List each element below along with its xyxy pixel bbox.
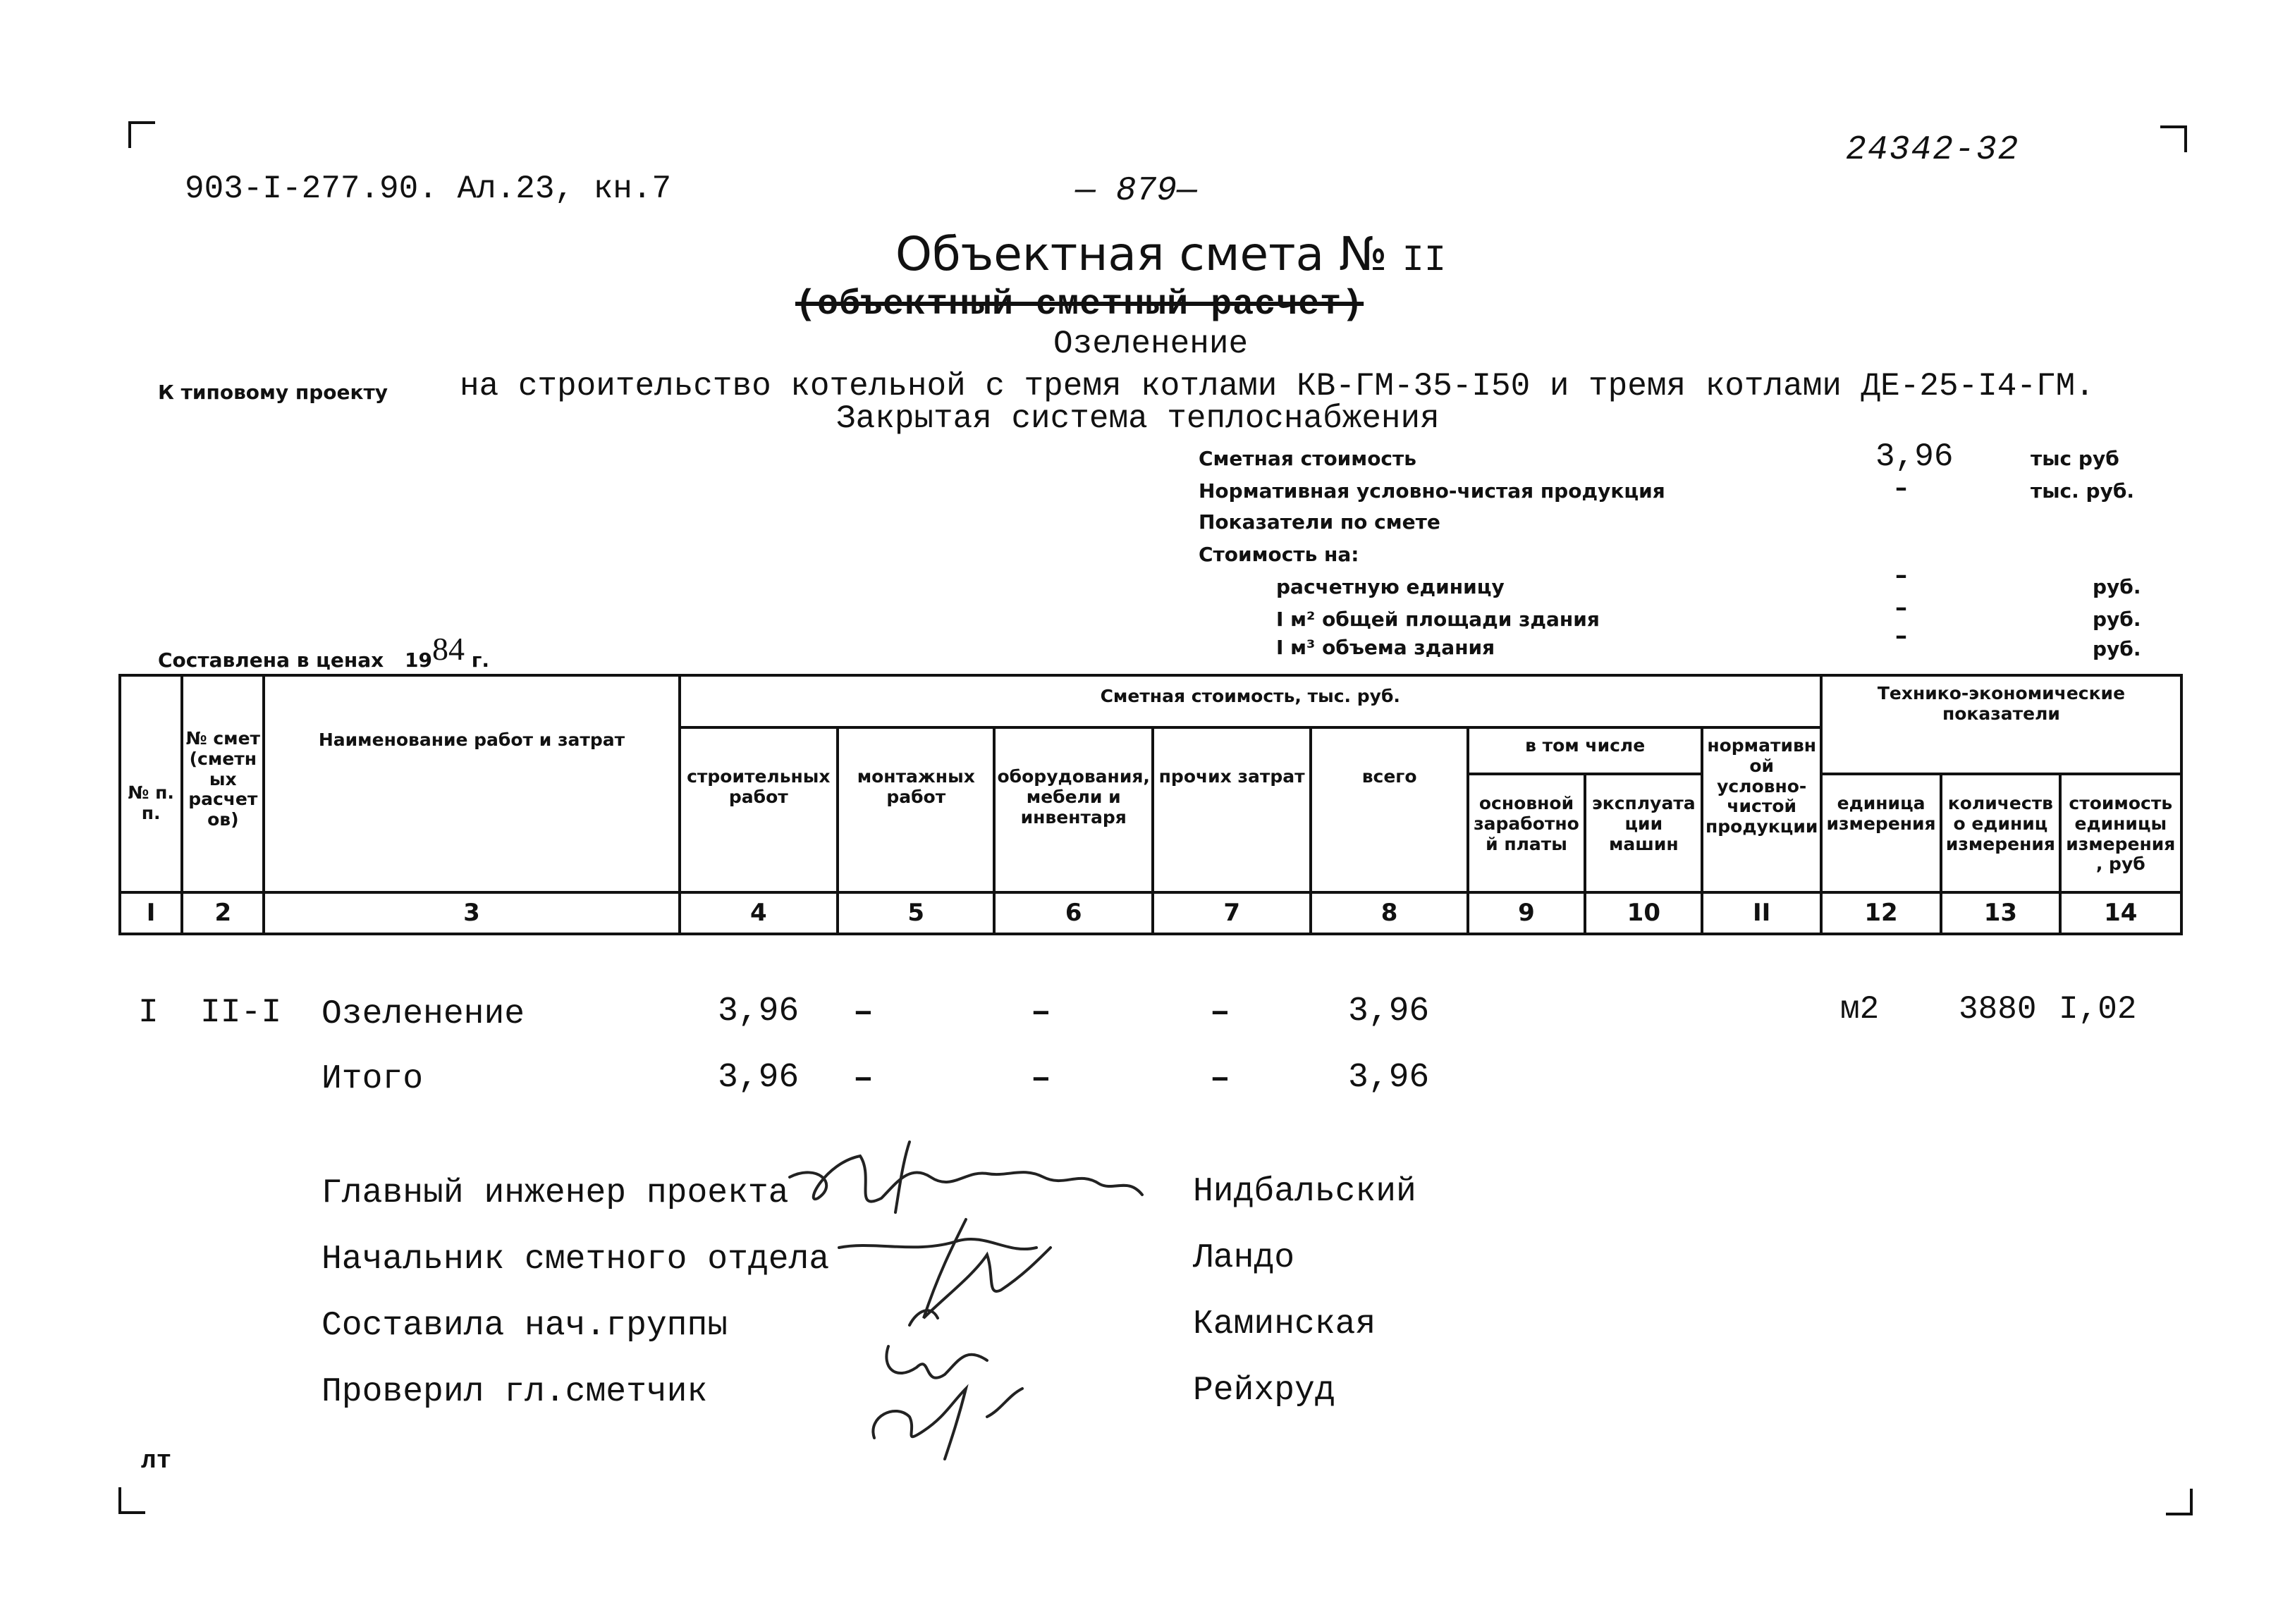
col-header-build: строительных работ (680, 727, 838, 892)
row-equip: – (1031, 994, 1051, 1032)
struck-subtitle: (объектный сметный расчет) (795, 285, 1364, 325)
document-code: 903-I-277.90. Ал.23, кн.7 (185, 171, 672, 207)
object-name: Озеленение (1053, 326, 1249, 362)
row-build: 3,96 (718, 992, 800, 1031)
summary-label-area: I м² общей площади здания (1276, 608, 1600, 631)
handwritten-signature (776, 1135, 1170, 1466)
corner-mark-top-right (2160, 125, 2187, 152)
col-header-smeta: № смет (сметных расчетов) (182, 675, 264, 892)
page-title (895, 227, 1446, 281)
group-header-cost: Сметная стоимость, тыс. руб. (680, 675, 1821, 727)
col-header-qty: количество единиц измерения (1941, 774, 2059, 892)
signature-name: Рейхруд (1193, 1372, 1335, 1410)
row-equip: – (1031, 1060, 1051, 1098)
col-header-unit-cost: стоимость единицы измерения, руб (2060, 774, 2181, 892)
estimate-table (118, 674, 2183, 935)
summary-label-indicators: Показатели по смете (1199, 510, 1440, 534)
summary-unit-volume: руб. (2093, 637, 2141, 660)
summary-label-volume: I м³ объема здания (1276, 636, 1495, 659)
col-header-equip: оборудования, мебели и инвентаря (994, 727, 1152, 892)
row-name: Озеленение (322, 995, 525, 1033)
row-mount: – (853, 994, 874, 1032)
corner-mark-bottom-right (2166, 1489, 2193, 1515)
col-header-name: Наименование работ и затрат (264, 675, 679, 892)
summary-unit-cost: тыс руб (2031, 447, 2119, 470)
row-total: 3,96 (1348, 992, 1430, 1031)
group-header-tech: Технико-экономические показатели (1821, 675, 2181, 774)
col-header-mount: монтажных работ (838, 727, 994, 892)
summary-value-unit: – (1895, 561, 1907, 589)
summary-label-unit: расчетную единицу (1276, 575, 1505, 598)
corner-mark-top-left (128, 121, 155, 148)
col-header-num: № п. п. (120, 675, 182, 892)
col-header-norm-production: нормативной условно-чистой продукции (1702, 727, 1820, 892)
summary-value-production: – (1895, 474, 1907, 502)
col-number: 4 (680, 892, 838, 934)
signature-role: Составила нач.группы (322, 1307, 728, 1345)
col-header-machines: эксплуатации машин (1585, 774, 1702, 892)
prices-line (158, 631, 489, 675)
col-number: 3 (264, 892, 679, 934)
prices-year: 84 (431, 631, 465, 667)
col-number: 8 (1311, 892, 1467, 934)
row-total: 3,96 (1348, 1059, 1430, 1097)
footer-mark: лт (141, 1446, 172, 1475)
col-number: 5 (838, 892, 994, 934)
col-number: II (1702, 892, 1820, 934)
col-header-unit: единица измерения (1821, 774, 1941, 892)
signature-role: Начальник сметного отдела (322, 1241, 830, 1279)
row-other: – (1210, 1060, 1230, 1098)
col-number: 2 (182, 892, 264, 934)
row-build: 3,96 (718, 1059, 800, 1097)
signature-name: Нидбальский (1193, 1173, 1416, 1211)
prices-label: Составлена в ценах (158, 648, 384, 672)
title-prefix: Объектная смета № (895, 227, 1388, 281)
row-unit-cost: I,02 (2059, 991, 2137, 1028)
project-label: К типовому проекту (158, 381, 388, 404)
summary-value-cost: 3,96 (1875, 438, 1954, 475)
summary-value-volume: – (1895, 622, 1907, 650)
signature-role: Главный инженер проекта (322, 1174, 789, 1212)
col-number: I (120, 892, 182, 934)
page-number: — 879— (1075, 172, 1197, 210)
summary-value-area: – (1895, 593, 1907, 622)
subgroup-header-including: в том числе (1468, 727, 1703, 774)
project-description: на строительство котельной с тремя котлами КВ-ГМ-35-I50 и тремя котлами ДЕ-25-I4-ГМ. (460, 368, 2095, 405)
col-header-other: прочих затрат (1153, 727, 1311, 892)
col-number: 10 (1585, 892, 1702, 934)
row-qty: 3880 (1959, 991, 2037, 1028)
archive-number: 24342-32 (1846, 131, 2020, 169)
summary-unit-area: руб. (2093, 608, 2141, 631)
col-number: 6 (994, 892, 1152, 934)
col-number: 14 (2060, 892, 2181, 934)
row-mount: – (853, 1060, 874, 1098)
title-number: II (1402, 240, 1447, 281)
col-number: 9 (1468, 892, 1585, 934)
project-description-2: Закрытая система теплоснабжения (836, 400, 1440, 437)
summary-unit-production: тыс. руб. (2031, 479, 2135, 503)
col-header-total: всего (1311, 727, 1467, 892)
prices-prefix: 19 (404, 648, 432, 672)
row-num: I (138, 994, 159, 1032)
corner-mark-bottom-left (118, 1487, 145, 1514)
signature-name: Ландо (1193, 1239, 1295, 1277)
row-smeta: II-I (200, 994, 282, 1032)
col-header-salary: основной заработной платы (1468, 774, 1585, 892)
summary-label-production: Нормативная условно-чистая продукция (1199, 479, 1665, 503)
row-name: Итого (322, 1060, 424, 1098)
signature-name: Каминская (1193, 1305, 1376, 1343)
summary-label-cost-per: Стоимость на: (1199, 543, 1359, 566)
row-other: – (1210, 994, 1230, 1032)
summary-unit-unit: руб. (2093, 575, 2141, 598)
col-number: 13 (1941, 892, 2059, 934)
prices-suffix: г. (471, 648, 489, 672)
signature-role: Проверил гл.сметчик (322, 1373, 708, 1411)
row-unit: м2 (1840, 991, 1880, 1028)
col-number: 12 (1821, 892, 1941, 934)
summary-label-cost: Сметная стоимость (1199, 447, 1416, 470)
col-number: 7 (1153, 892, 1311, 934)
